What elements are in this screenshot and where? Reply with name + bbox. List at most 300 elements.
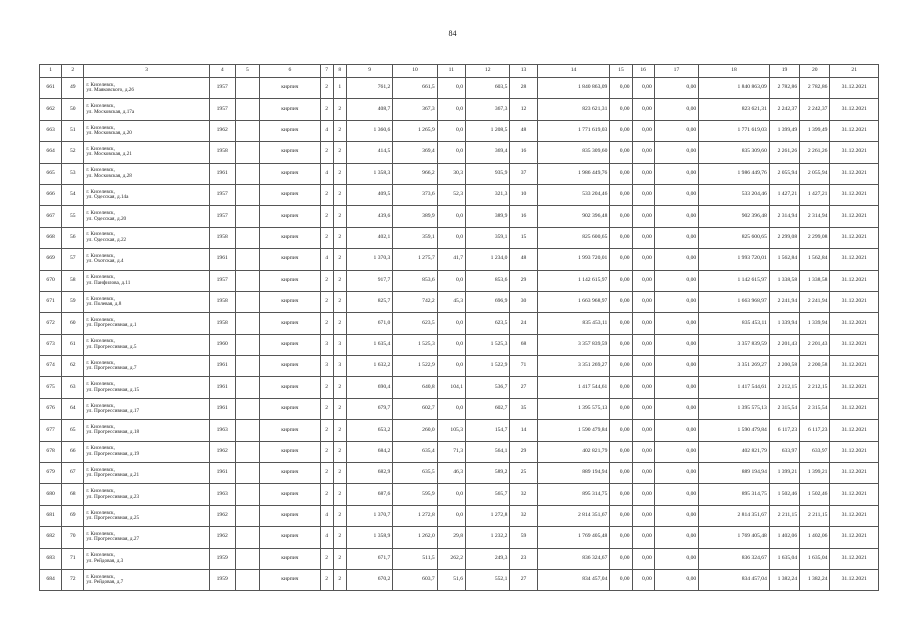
- column-header: 4: [209, 65, 235, 78]
- cell-col-7: 2: [320, 291, 333, 312]
- cell-col-9: 684,2: [346, 441, 392, 462]
- cell-col-8: 2: [333, 99, 346, 120]
- cell-col-8: 2: [333, 142, 346, 163]
- address-cell: [84, 505, 209, 526]
- address-street: ул. Прогрессивная, д.17: [86, 408, 140, 415]
- cell-col-10: 373,6: [393, 184, 437, 205]
- cell-col-1: 674: [40, 356, 62, 377]
- cell-col-21: 31.12.2021: [830, 463, 879, 484]
- address-street: ул. Московская, д.17а: [86, 108, 135, 115]
- column-header: 5: [235, 65, 259, 78]
- cell-col-10: 1 522,9: [393, 356, 437, 377]
- cell-col-4: 1961: [209, 249, 235, 270]
- address-cell: [84, 441, 209, 462]
- cell-col-20: 2 211,15: [800, 505, 830, 526]
- address-street: ул. Маяковского, д.26: [86, 87, 134, 94]
- cell-col-1: 673: [40, 334, 62, 355]
- address-cell: [84, 569, 209, 590]
- cell-col-17: 0,00: [654, 99, 698, 120]
- cell-col-15: 0,00: [610, 142, 632, 163]
- cell-col-10: 640,8: [393, 377, 437, 398]
- cell-col-9: 1 358,3: [346, 163, 392, 184]
- column-header: 7: [320, 65, 333, 78]
- column-header: 3: [84, 65, 209, 78]
- cell-col-10: 367,3: [393, 99, 437, 120]
- cell-col-1: 679: [40, 463, 62, 484]
- address-cell: [84, 227, 209, 248]
- address-cell: [84, 206, 209, 227]
- cell-col-5: [235, 313, 259, 334]
- cell-col-2: 55: [62, 206, 84, 227]
- column-header: 21: [830, 65, 879, 78]
- cell-col-11: 52,3: [437, 184, 465, 205]
- cell-col-15: 0,00: [610, 184, 632, 205]
- cell-col-10: 623,5: [393, 313, 437, 334]
- cell-col-20: 2 201,43: [800, 334, 830, 355]
- cell-col-12: 1 232,2: [466, 527, 510, 548]
- cell-col-4: 1961: [209, 356, 235, 377]
- cell-col-11: 30,3: [437, 163, 465, 184]
- cell-col-5: [235, 163, 259, 184]
- address-cell: [84, 484, 209, 505]
- cell-col-11: 0,0: [437, 270, 465, 291]
- cell-col-15: 0,00: [610, 356, 632, 377]
- cell-col-9: 414,5: [346, 142, 392, 163]
- cell-col-7: 4: [320, 505, 333, 526]
- address-city: г. Киселевск,: [86, 509, 115, 516]
- cell-col-7: 2: [320, 569, 333, 590]
- cell-col-1: 671: [40, 291, 62, 312]
- cell-col-21: 31.12.2021: [830, 484, 879, 505]
- table-row: [40, 99, 879, 120]
- cell-col-13: 16: [510, 142, 537, 163]
- cell-col-13: 25: [510, 463, 537, 484]
- cell-col-7: 2: [320, 398, 333, 419]
- cell-col-5: [235, 142, 259, 163]
- address-cell: [84, 377, 209, 398]
- cell-col-13: 59: [510, 527, 537, 548]
- cell-col-9: 1 370,7: [346, 505, 392, 526]
- cell-col-12: 1 208,5: [466, 120, 510, 141]
- cell-col-11: 262,2: [437, 548, 465, 569]
- column-header: 1: [40, 65, 62, 78]
- cell-col-7: 2: [320, 548, 333, 569]
- cell-col-20: 633,97: [800, 441, 830, 462]
- column-header: 15: [610, 65, 632, 78]
- address-street: ул. Прогрессивная, д.25: [86, 515, 140, 521]
- cell-col-18: 3 351 269,27: [699, 356, 770, 377]
- cell-col-6: кирпич: [260, 206, 321, 227]
- cell-col-10: 1 275,7: [393, 249, 437, 270]
- cell-col-9: 653,2: [346, 420, 392, 441]
- address-city: г. Киселевск,: [86, 188, 115, 195]
- address-city: г. Киселевск,: [86, 295, 115, 302]
- cell-col-6: кирпич: [260, 356, 321, 377]
- cell-col-19: 2 212,15: [769, 377, 799, 398]
- cell-col-7: 2: [320, 270, 333, 291]
- cell-col-5: [235, 206, 259, 227]
- cell-col-16: 0,00: [632, 270, 654, 291]
- cell-col-12: 1 522,9: [466, 356, 510, 377]
- column-header: 6: [260, 65, 321, 78]
- cell-col-11: 0,0: [437, 99, 465, 120]
- cell-col-21: 31.12.2021: [830, 420, 879, 441]
- cell-col-17: 0,00: [654, 398, 698, 419]
- table-row: [40, 120, 879, 141]
- cell-col-13: 12: [510, 99, 537, 120]
- address-cell: [84, 270, 209, 291]
- address-city: г. Киселевск,: [86, 317, 115, 324]
- cell-col-9: 679,7: [346, 398, 392, 419]
- address-city: г. Киселевск,: [86, 359, 115, 366]
- cell-col-11: 0,0: [437, 398, 465, 419]
- cell-col-8: 2: [333, 270, 346, 291]
- cell-col-13: 29: [510, 441, 537, 462]
- cell-col-21: 31.12.2021: [830, 548, 879, 569]
- cell-col-21: 31.12.2021: [830, 291, 879, 312]
- cell-col-11: 104,1: [437, 377, 465, 398]
- cell-col-16: 0,00: [632, 569, 654, 590]
- table-row: [40, 569, 879, 590]
- cell-col-12: 623,5: [466, 313, 510, 334]
- cell-col-2: 56: [62, 227, 84, 248]
- address-street: ул. Прогрессивная, д.19: [86, 450, 140, 457]
- cell-col-21: 31.12.2021: [830, 142, 879, 163]
- cell-col-7: 3: [320, 334, 333, 355]
- cell-col-9: 671,7: [346, 548, 392, 569]
- address-city: г. Киселевск,: [86, 530, 115, 537]
- cell-col-2: 58: [62, 270, 84, 291]
- cell-col-1: 676: [40, 398, 62, 419]
- cell-col-7: 3: [320, 356, 333, 377]
- cell-col-18: 836 324,67: [699, 548, 770, 569]
- cell-col-14: 1 771 619,03: [537, 120, 610, 141]
- cell-col-9: 409,5: [346, 184, 392, 205]
- cell-col-16: 0,00: [632, 548, 654, 569]
- cell-col-17: 0,00: [654, 527, 698, 548]
- cell-col-11: 0,0: [437, 334, 465, 355]
- cell-col-10: 359,1: [393, 227, 437, 248]
- cell-col-12: 321,3: [466, 184, 510, 205]
- address-cell: [84, 527, 209, 548]
- cell-col-6: кирпич: [260, 227, 321, 248]
- table-row: [40, 184, 879, 205]
- address-street: ул. Прогрессивная, д.15: [86, 386, 140, 393]
- cell-col-14: 1 590 479,84: [537, 420, 610, 441]
- column-header: 13: [510, 65, 537, 78]
- cell-col-13: 68: [510, 334, 537, 355]
- address-street: ул. Одесская, д.20: [86, 215, 127, 222]
- table-row: [40, 78, 879, 99]
- cell-col-16: 0,00: [632, 484, 654, 505]
- cell-col-16: 0,00: [632, 420, 654, 441]
- cell-col-1: 661: [40, 78, 62, 99]
- cell-col-6: кирпич: [260, 163, 321, 184]
- cell-col-19: 2 299,08: [769, 227, 799, 248]
- address-street: ул. Рейдовая, д.3: [86, 557, 124, 564]
- table-row: [40, 398, 879, 419]
- cell-col-10: 511,5: [393, 548, 437, 569]
- cell-col-21: 31.12.2021: [830, 184, 879, 205]
- cell-col-2: 65: [62, 420, 84, 441]
- cell-col-11: 0,0: [437, 313, 465, 334]
- cell-col-4: 1962: [209, 120, 235, 141]
- address-city: г. Киселевск,: [86, 103, 115, 110]
- cell-col-15: 0,00: [610, 291, 632, 312]
- cell-col-16: 0,00: [632, 78, 654, 99]
- cell-col-20: 2 055,94: [800, 163, 830, 184]
- cell-col-20: 6 117,23: [800, 420, 830, 441]
- cell-col-1: 663: [40, 120, 62, 141]
- cell-col-19: 2 241,94: [769, 291, 799, 312]
- cell-col-7: 4: [320, 120, 333, 141]
- cell-col-19: 1 339,94: [769, 313, 799, 334]
- address-city: г. Киселевск,: [86, 124, 115, 131]
- cell-col-14: 835 309,60: [537, 142, 610, 163]
- cell-col-8: 2: [333, 527, 346, 548]
- column-header: 11: [437, 65, 465, 78]
- cell-col-21: 31.12.2021: [830, 270, 879, 291]
- cell-col-8: 2: [333, 420, 346, 441]
- cell-col-1: 668: [40, 227, 62, 248]
- address-cell: [84, 463, 209, 484]
- cell-col-19: 1 399,21: [769, 463, 799, 484]
- cell-col-11: 0,0: [437, 484, 465, 505]
- cell-col-8: 2: [333, 184, 346, 205]
- cell-col-9: 761,2: [346, 78, 392, 99]
- cell-col-14: 533 204,46: [537, 184, 610, 205]
- cell-col-4: 1961: [209, 463, 235, 484]
- cell-col-19: 2 315,54: [769, 398, 799, 419]
- cell-col-4: 1958: [209, 227, 235, 248]
- cell-col-1: 684: [40, 569, 62, 590]
- cell-col-21: 31.12.2021: [830, 99, 879, 120]
- cell-col-18: 1 986 449,76: [699, 163, 770, 184]
- cell-col-15: 0,00: [610, 505, 632, 526]
- cell-col-1: 665: [40, 163, 62, 184]
- address-cell: [84, 398, 209, 419]
- cell-col-20: 2 212,15: [800, 377, 830, 398]
- cell-col-11: 51,6: [437, 569, 465, 590]
- column-header: 16: [632, 65, 654, 78]
- cell-col-13: 15: [510, 227, 537, 248]
- cell-col-2: 70: [62, 527, 84, 548]
- address-city: г. Киселевск,: [86, 338, 115, 345]
- cell-col-10: 661,5: [393, 78, 437, 99]
- cell-col-5: [235, 484, 259, 505]
- cell-col-19: 1 402,06: [769, 527, 799, 548]
- address-city: г. Киселевск,: [86, 231, 115, 238]
- cell-col-13: 32: [510, 505, 537, 526]
- address-cell: [84, 420, 209, 441]
- cell-col-10: 603,7: [393, 569, 437, 590]
- cell-col-7: 2: [320, 420, 333, 441]
- cell-col-12: 565,7: [466, 484, 510, 505]
- cell-col-8: 2: [333, 441, 346, 462]
- cell-col-8: 2: [333, 313, 346, 334]
- cell-col-10: 853,6: [393, 270, 437, 291]
- cell-col-10: 369,4: [393, 142, 437, 163]
- cell-col-16: 0,00: [632, 142, 654, 163]
- cell-col-2: 68: [62, 484, 84, 505]
- cell-col-17: 0,00: [654, 120, 698, 141]
- address-city: г. Киселевск,: [86, 81, 115, 88]
- cell-col-20: 2 241,94: [800, 291, 830, 312]
- cell-col-17: 0,00: [654, 78, 698, 99]
- cell-col-10: 602,7: [393, 398, 437, 419]
- cell-col-4: 1957: [209, 270, 235, 291]
- table-row: [40, 527, 879, 548]
- cell-col-15: 0,00: [610, 206, 632, 227]
- cell-col-20: 1 399,49: [800, 120, 830, 141]
- address-street: ул. Прогрессивная, д.1: [86, 322, 137, 329]
- cell-col-15: 0,00: [610, 227, 632, 248]
- cell-col-13: 28: [510, 78, 537, 99]
- cell-col-6: кирпич: [260, 548, 321, 569]
- cell-col-1: 664: [40, 142, 62, 163]
- cell-col-9: 1 370,3: [346, 249, 392, 270]
- cell-col-21: 31.12.2021: [830, 356, 879, 377]
- cell-col-7: 2: [320, 227, 333, 248]
- cell-col-18: 533 204,46: [699, 184, 770, 205]
- cell-col-2: 57: [62, 249, 84, 270]
- cell-col-21: 31.12.2021: [830, 334, 879, 355]
- cell-col-13: 27: [510, 377, 537, 398]
- cell-col-4: 1959: [209, 569, 235, 590]
- cell-col-18: 1 395 575,13: [699, 398, 770, 419]
- cell-col-14: 902 396,48: [537, 206, 610, 227]
- cell-col-9: 1 358,9: [346, 527, 392, 548]
- cell-col-7: 2: [320, 313, 333, 334]
- cell-col-20: 1 402,06: [800, 527, 830, 548]
- cell-col-10: 635,4: [393, 441, 437, 462]
- cell-col-7: 2: [320, 484, 333, 505]
- cell-col-17: 0,00: [654, 569, 698, 590]
- cell-col-19: 2 200,58: [769, 356, 799, 377]
- cell-col-7: 2: [320, 184, 333, 205]
- cell-col-15: 0,00: [610, 334, 632, 355]
- cell-col-15: 0,00: [610, 441, 632, 462]
- cell-col-19: 1 635,04: [769, 548, 799, 569]
- cell-col-1: 680: [40, 484, 62, 505]
- address-cell: [84, 184, 209, 205]
- column-header: 9: [346, 65, 392, 78]
- cell-col-12: 853,6: [466, 270, 510, 291]
- cell-col-12: 589,2: [466, 463, 510, 484]
- cell-col-14: 895 314,75: [537, 484, 610, 505]
- cell-col-21: 31.12.2021: [830, 441, 879, 462]
- cell-col-2: 52: [62, 142, 84, 163]
- cell-col-10: 260,0: [393, 420, 437, 441]
- column-header: 19: [769, 65, 799, 78]
- cell-col-16: 0,00: [632, 163, 654, 184]
- address-cell: [84, 142, 209, 163]
- cell-col-21: 31.12.2021: [830, 505, 879, 526]
- cell-col-5: [235, 398, 259, 419]
- cell-col-6: кирпич: [260, 484, 321, 505]
- cell-col-9: 687,6: [346, 484, 392, 505]
- address-street: ул. Прогрессивная, д.23: [86, 493, 140, 500]
- cell-col-2: 63: [62, 377, 84, 398]
- cell-col-12: 564,1: [466, 441, 510, 462]
- cell-col-9: 682,9: [346, 463, 392, 484]
- cell-col-8: 2: [333, 377, 346, 398]
- cell-col-18: 1 142 615,97: [699, 270, 770, 291]
- cell-col-20: 2 314,94: [800, 206, 830, 227]
- cell-col-5: [235, 548, 259, 569]
- cell-col-18: 1 993 720,01: [699, 249, 770, 270]
- cell-col-2: 59: [62, 291, 84, 312]
- cell-col-7: 4: [320, 163, 333, 184]
- cell-col-16: 0,00: [632, 227, 654, 248]
- cell-col-9: 671,0: [346, 313, 392, 334]
- cell-col-5: [235, 505, 259, 526]
- address-street: ул. Полевая, д.8: [86, 301, 122, 308]
- cell-col-11: 46,3: [437, 463, 465, 484]
- cell-col-1: 682: [40, 527, 62, 548]
- cell-col-15: 0,00: [610, 163, 632, 184]
- cell-col-18: 3 357 839,59: [699, 334, 770, 355]
- cell-col-21: 31.12.2021: [830, 78, 879, 99]
- table-row: [40, 484, 879, 505]
- cell-col-16: 0,00: [632, 527, 654, 548]
- cell-col-12: 1 234,0: [466, 249, 510, 270]
- cell-col-10: 595,9: [393, 484, 437, 505]
- cell-col-12: 359,1: [466, 227, 510, 248]
- cell-col-8: 3: [333, 356, 346, 377]
- cell-col-1: 669: [40, 249, 62, 270]
- cell-col-5: [235, 334, 259, 355]
- cell-col-16: 0,00: [632, 356, 654, 377]
- cell-col-11: 0,0: [437, 227, 465, 248]
- table-row: [40, 142, 879, 163]
- cell-col-8: 3: [333, 334, 346, 355]
- cell-col-19: 1 502,46: [769, 484, 799, 505]
- cell-col-12: 249,3: [466, 548, 510, 569]
- cell-col-15: 0,00: [610, 120, 632, 141]
- table-row: [40, 313, 879, 334]
- cell-col-20: 2 242,37: [800, 99, 830, 120]
- cell-col-19: 6 117,23: [769, 420, 799, 441]
- cell-col-13: 23: [510, 548, 537, 569]
- cell-col-19: 633,97: [769, 441, 799, 462]
- cell-col-5: [235, 227, 259, 248]
- cell-col-2: 71: [62, 548, 84, 569]
- cell-col-8: 2: [333, 227, 346, 248]
- cell-col-12: 367,3: [466, 99, 510, 120]
- cell-col-19: 1 382,24: [769, 569, 799, 590]
- cell-col-10: 1 525,3: [393, 334, 437, 355]
- address-city: г. Киселевск,: [86, 402, 115, 409]
- cell-col-8: 2: [333, 291, 346, 312]
- cell-col-17: 0,00: [654, 334, 698, 355]
- address-city: г. Киселевск,: [86, 552, 115, 559]
- cell-col-18: 825 600,65: [699, 227, 770, 248]
- cell-col-17: 0,00: [654, 206, 698, 227]
- table-row: [40, 334, 879, 355]
- cell-col-2: 72: [62, 569, 84, 590]
- cell-col-20: 2 315,54: [800, 398, 830, 419]
- cell-col-15: 0,00: [610, 99, 632, 120]
- cell-col-21: 31.12.2021: [830, 313, 879, 334]
- cell-col-9: 408,7: [346, 99, 392, 120]
- cell-col-18: 1 417 544,61: [699, 377, 770, 398]
- address-street: ул. Московская, д.21: [86, 151, 132, 158]
- cell-col-15: 0,00: [610, 270, 632, 291]
- cell-col-5: [235, 120, 259, 141]
- cell-col-17: 0,00: [654, 484, 698, 505]
- cell-col-17: 0,00: [654, 548, 698, 569]
